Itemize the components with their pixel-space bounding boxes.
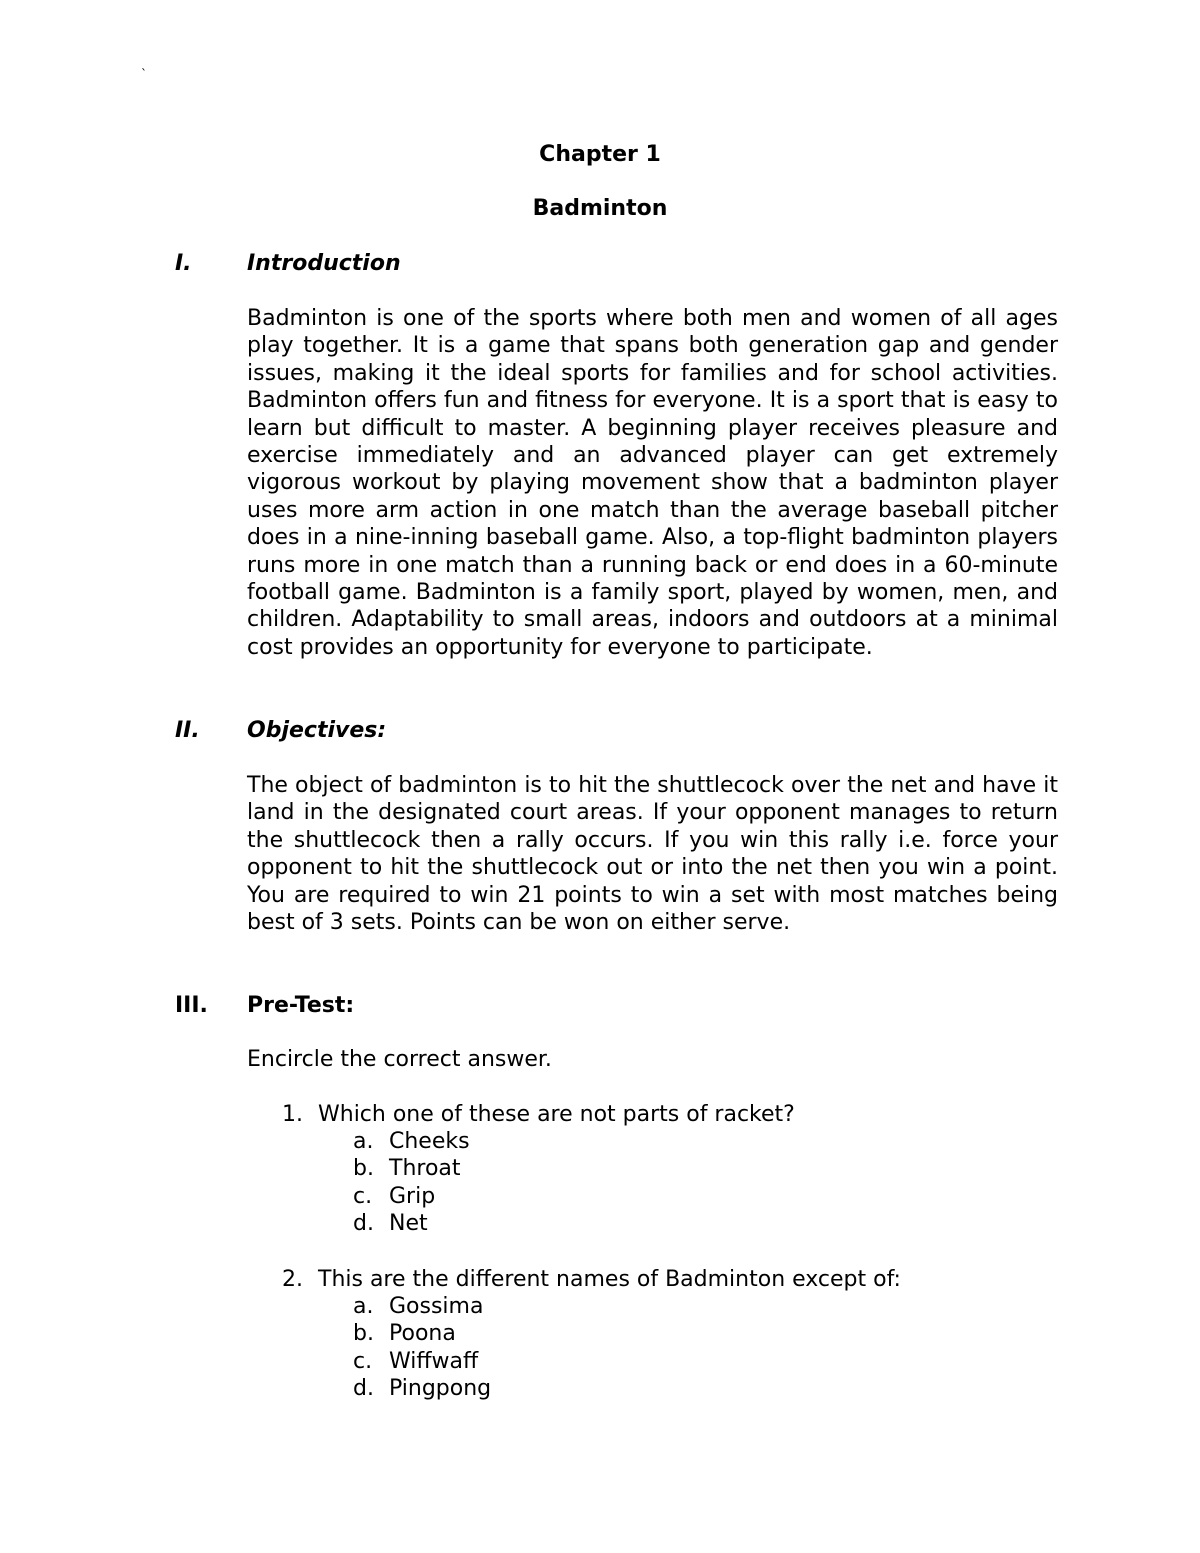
question-number: 2. [282, 1267, 303, 1292]
question-text: Which one of these are not parts of racket? [318, 1102, 795, 1127]
introduction-paragraph: Badminton is one of the sports where both men and women of all ages play together. It is a game that spans both generation gap and gender issues, making it the ideal sports for families and for school activities. Badminton offers fun and fitness for everyone. It is a sport that is easy to learn but difficult to master. A beginning player receives pleasure and exercise immediately and an advanced player can get extremely vigorous workout by playing movement show that a badminton player uses more arm action in one match than the average baseball pitcher does in a nine-inning baseball game. Also, a top-flight badminton players runs more in one match than a running back or end does in a 60-minute football game. Badminton is a family sport, played by women, men, and children. Adaptability to small areas, indoors and outdoors at a minimal cost provides an opportunity for everyone to participate. [247, 306, 1058, 660]
objectives-paragraph: The object of badminton is to hit the shuttlecock over the net and have it land in the designated court areas. If your opponent manages to return the shuttlecock then a rally occurs. If you win this rally i.e. force your opponent to hit the shuttlecock out or into the net then you win a point. You are required to win 21 points to win a set with most matches being best of 3 sets. Points can be won on either serve. [247, 773, 1058, 936]
choice-letter: d. [353, 1376, 374, 1402]
choice-text: Wiffwaff [389, 1348, 479, 1374]
question-text: This are the different names of Badminton except of: [318, 1267, 901, 1292]
choice-text: Cheeks [389, 1129, 470, 1154]
choice-letter: b. [353, 1156, 374, 1182]
section-title: Objectives: [247, 718, 387, 743]
choice-text: Throat [389, 1156, 461, 1182]
choice-letter: a. [353, 1294, 374, 1319]
subject-title: Badminton [532, 196, 668, 221]
section-title: Introduction [247, 251, 401, 276]
choice-text: Gossima [389, 1294, 484, 1319]
choice-text: Poona [389, 1321, 456, 1347]
choice-letter: c. [353, 1183, 373, 1209]
pre-test-instruction: Encircle the correct answer. [247, 1047, 552, 1072]
choice-text: Grip [389, 1183, 436, 1209]
section-numeral: I. [175, 251, 192, 276]
choice-letter: c. [353, 1348, 373, 1374]
choice-letter: d. [353, 1211, 374, 1237]
choice-letter: b. [353, 1321, 374, 1347]
section-title: Pre-Test: [247, 993, 355, 1018]
section-numeral: III. [175, 993, 208, 1018]
stray-mark: ` [141, 67, 147, 81]
choice-text: Net [389, 1211, 428, 1237]
choice-text: Pingpong [389, 1376, 492, 1402]
choice-letter: a. [353, 1129, 374, 1154]
question-number: 1. [282, 1102, 303, 1127]
section-numeral: II. [175, 718, 200, 743]
chapter-title: Chapter 1 [539, 142, 661, 167]
